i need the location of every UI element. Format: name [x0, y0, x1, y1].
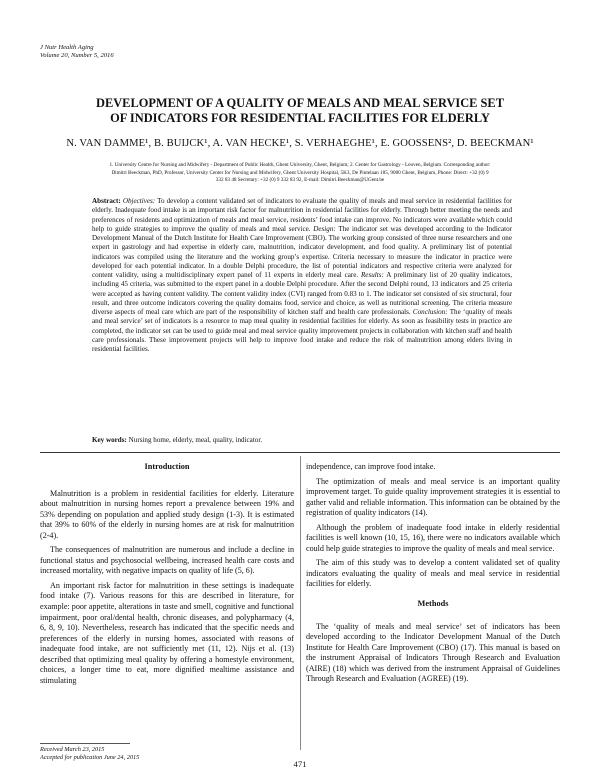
accepted-date: Accepted for publication June 24, 2015 — [40, 753, 140, 761]
affiliations — [46, 162, 554, 185]
submission-dates — [40, 746, 139, 762]
keywords-text: Nursing home, elderly, meal, quality, indicator. — [128, 436, 263, 444]
keywords-label: Key words: — [92, 436, 127, 444]
introduction-heading: Introduction — [144, 462, 190, 471]
left-column — [40, 462, 294, 690]
intro-paragraph-3: An important risk factor for malnutrition in these settings is inadequate food intake (7). Various reasons for this are described in literature, for example: poor appetite, alterations in taste and smell, cognitive and functional impairment, poor oral/dental health, chronic diseases, and polypharmacy (4, 6, 8, 9, 10). Nevertheless, research has indicated that the specific needs and preferences of the elderly in nursing homes, associated with reasons of inadequate food intake, are not sufficiently met (11, 12). Nijs et al. (13) described that optimizing meal quality by offering a homestyle environment, choices, a longer time to eat, more dignified mealtime assistance and stimulating — [40, 580, 294, 685]
objectives-text: To develop a content validated set of indicators to evaluate the quality of meals and meal service in residential facilities for elderly. Inadequate food intake is an important risk factor for malnutrition in residential facilities for elderly. Through better meeting the needs and preferences of residents and optimization of meals and meal service, residents’ food intake can improve. No indicators were available which could help to guide strategies to improve the quality of meals and meal service. — [92, 197, 512, 233]
affiliation-line-1: 1. University Centre for Nursing and Midwifery - Department of Public Health, Ghent University, Ghent, Belgium; 2. Center for Gastrology - Leuven, Belgium. Corresponding author: — [109, 162, 491, 168]
journal-name: J Nutr Health Aging — [40, 44, 94, 51]
design-text: The indicator set was developed according to the Indicator Development Manual of the Dutch Institute for Health Care Improvement (CBO). The working group consisted of three nurse researchers and one expert in gastrology and had expertise in elderly care, malnutrition, indicator development, and food quality. A preliminary list of potential indicators was compiled using the literature and the working group’s expertise. Criteria necessary to measure the indicator in practice were developed for each potential indicator. In a double Delphi procedure, the list of potential indicators and respective criteria were analyzed for content validity, using a multidisciplinary expert panel of 11 experts in elderly meal care. — [92, 224, 512, 279]
right-paragraph-4: The aim of this study was to develop a content validated set of quality indicators evaluating the quality of meals and meal service in residential facilities for elderly. — [306, 558, 560, 589]
conclusion-label: Conclusion: — [412, 308, 448, 316]
received-date: Received March 23, 2015 — [40, 746, 105, 753]
design-label: Design: — [313, 224, 336, 233]
column-divider — [300, 456, 301, 750]
right-paragraph-1: independence, can improve food intake. — [306, 462, 436, 471]
page-number: 471 — [293, 759, 307, 769]
journal-header — [40, 44, 114, 60]
section-divider — [40, 452, 560, 453]
intro-paragraph-1: Malnutrition is a problem in residential facilities for elderly. Literature about malnutrition in nursing homes report a prevalence between 19% and 53% depending on population and applied study design (1-3). It is estimated that 39% to 60% of the elderly in nursing homes are at risk for malnutrition (2-4). — [40, 488, 294, 540]
title-line-2: OF INDICATORS FOR RESIDENTIAL FACILITIES FOR ELDERLY — [110, 111, 490, 125]
methods-paragraph-1: The ‘quality of meals and meal service’ set of indicators has been developed according to the Indicator Development Manual of the Dutch Institute for Health Care Improvement (CBO) (17). This manual is based on the instrument Appraisal of Indicators Through Research and Evaluation (AIRE) (18) which was derived from the instrument Appraisal of Guidelines Through Research and Evaluation (AGREE) (19). — [306, 621, 560, 684]
results-text: A preliminary list of 20 quality indicators, including 45 criteria, was submitted to the expert panel in a double Delphi procedure. After the second Delphi round, 13 indicators and 25 criteria were accepted as having content validity. The content validity index (CVI) ranged from 0.83 to 1. The indicator set consisted of six structural, four result, and three outcome indicators covering the quality domains food, service and choice, as well as nutritional screening. The criteria measure diverse aspects of meal care which are part of the responsibility of kitchen staff and health care professionals. — [92, 271, 512, 316]
methods-heading: Methods — [417, 599, 449, 609]
title-line-1: DEVELOPMENT OF A QUALITY OF MEALS AND MEAL SERVICE SET — [96, 96, 504, 110]
conclusion-text: The ‘quality of meals and meal service’ set of indicators is a resource to map meal quality in residential facilities for elderly. As soon as feasibility tests in practice are completed, the indicator set can be used to guide meal and meal service quality improvement projects in collaboration with kitchen staff and health care professionals. These improvement projects will help to improve food intake and reduce the risk of malnutrition among elders living in residential facilities. — [92, 308, 512, 353]
affiliation-line-2: Dimitri Beeckman, PhD, Professor, University Center for Nursing and Midwifery, Ghent University Hospital, 5K3, De Pintelaan 185, 9000 Ghent, Belgium, Phone: Direct: +32 (0) 9 — [111, 169, 489, 176]
right-column — [306, 462, 560, 689]
author-list: N. VAN DAMME¹, B. BUIJCK¹, A. VAN HECKE¹, S. VERHAEGHE¹, E. GOOSSENS², D. BEECKMAN¹ — [66, 138, 534, 149]
right-paragraph-3: Although the problem of inadequate food intake in elderly residential facilities is well known (10, 15, 16), there were no indicators available which could help guide strategies to improve the quality of meals and meal service. — [306, 522, 560, 553]
article-title — [40, 96, 560, 126]
footnote-rule — [40, 743, 130, 744]
objectives-label: Objectives: — [122, 197, 156, 205]
abstract — [92, 197, 512, 354]
intro-paragraph-2: The consequences of malnutrition are numerous and include a decline in functional status and psychosocial wellbeing, increased health care costs and increased mortality, with negative impacts on quality of life (5, 6). — [40, 545, 294, 576]
abstract-label: Abstract: — [92, 197, 121, 205]
journal-volume: Volume 20, Number 5, 2016 — [40, 52, 114, 59]
keywords — [92, 436, 512, 444]
affiliation-line-3: 332 83 48 Secretary: +32 (0) 9 332 83 92, E-mail: Dimitri.Beeckman@UGent.be — [215, 177, 385, 183]
results-label: Results: — [360, 271, 384, 279]
right-paragraph-2: The optimization of meals and meal service is an important quality improvement target. To guide quality improvement strategies it is essential to gather valid and reliable information. This information can be obtained by the registration of quality indicators (14). — [306, 476, 560, 518]
